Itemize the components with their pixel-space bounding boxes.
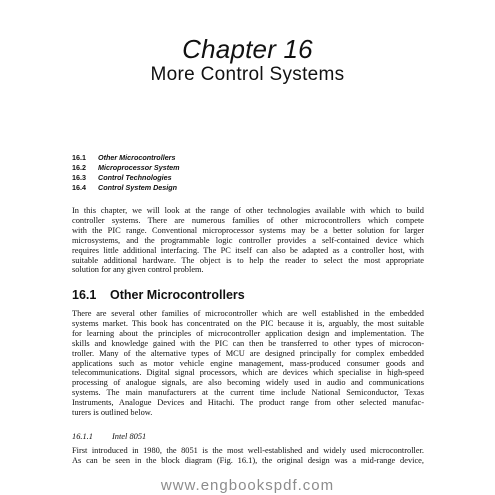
text-line: applications such as motor vehicle engine management, mass-produced consumer goods and — [72, 358, 424, 368]
text-line: suitable additional hardware. The object is to help the reader to select the most appropriate — [72, 255, 424, 265]
text-line: There are several other families of microcontroller which are well established in the embedded — [72, 309, 424, 318]
toc-entry-number: 16.1 — [72, 153, 86, 162]
text-line: skills and knowledge gained with the PIC can then be transferred to other types of microcon- — [72, 338, 424, 348]
section-title: Other Microcontrollers — [110, 288, 245, 302]
toc-entry-number: 16.4 — [72, 183, 86, 192]
section-heading — [72, 288, 245, 302]
text-line: solution for any given control problem. — [72, 265, 204, 275]
text-line: turers is outlined below. — [72, 408, 153, 418]
toc-entry[interactable] — [72, 173, 402, 183]
text-line: processing of analogue signals, are also becoming widely used in audio and communications — [72, 378, 424, 388]
toc-entry-title: Control Technologies — [98, 173, 172, 182]
text-line: troller. Many of the alternative types of MCU are designed principally for complex embedded — [72, 348, 424, 358]
intro-paragraph — [72, 206, 424, 275]
subsection-number: 16.1.1 — [72, 432, 93, 441]
toc-entry-title: Microprocessor System — [98, 163, 180, 172]
toc-entry[interactable] — [72, 153, 402, 163]
chapter-title: Chapter 16 — [182, 34, 313, 64]
toc-entry-number: 16.2 — [72, 163, 86, 172]
text-line: microsystems, and the programmable logic controller provides a self-contained device which — [72, 235, 424, 245]
text-line: As can be seen in the block diagram (Fig. 16.1), the original design was a mid-range device, — [72, 455, 424, 465]
subsection-paragraph — [72, 446, 424, 466]
toc-entry-number: 16.3 — [72, 173, 86, 182]
text-line: First introduced in 1980, the 8051 is the most well-established and widely used microcontroller. — [72, 446, 424, 455]
text-line: controller systems. There are numerous families of other microcontrollers which compete — [72, 215, 424, 225]
section-paragraph — [72, 309, 424, 418]
toc-entry-title: Control System Design — [98, 183, 178, 192]
text-line: Instruments, Analogue Devices and Hitachi. The product range from other selected manufac- — [72, 398, 424, 408]
subsection-title: Intel 8051 — [112, 432, 147, 441]
chapter-subtitle: More Control Systems — [150, 64, 345, 85]
text-line: requires little additional interfacing. The PC itself can also be adapted as a controller host, with — [72, 245, 424, 255]
text-line: In this chapter, we will look at the range of other technologies available with which to build — [72, 206, 424, 215]
watermark-url: www.engbookspdf.com — [160, 477, 335, 494]
subsection-heading — [72, 432, 146, 441]
text-line: for learning about the principles of microcontroller application design and implementation. The — [72, 328, 424, 338]
text-line: systems. The main manufacturers at the current time include National Semiconductor, Texas — [72, 388, 424, 398]
toc-entry-title: Other Microcontrollers — [98, 153, 176, 162]
text-line: telecommunications. Digital signal processors, which are devices which specialise in high-speed — [72, 368, 424, 378]
toc-entry[interactable] — [72, 163, 402, 173]
section-number: 16.1 — [72, 288, 97, 302]
text-line: systems market. This book has concentrated on the PIC because it is, arguably, the most suitable — [72, 318, 424, 328]
toc-entry[interactable] — [72, 183, 402, 193]
table-of-contents — [72, 153, 402, 193]
text-line: with the PIC range. Conventional microprocessor systems may be a better solution for larger — [72, 225, 424, 235]
